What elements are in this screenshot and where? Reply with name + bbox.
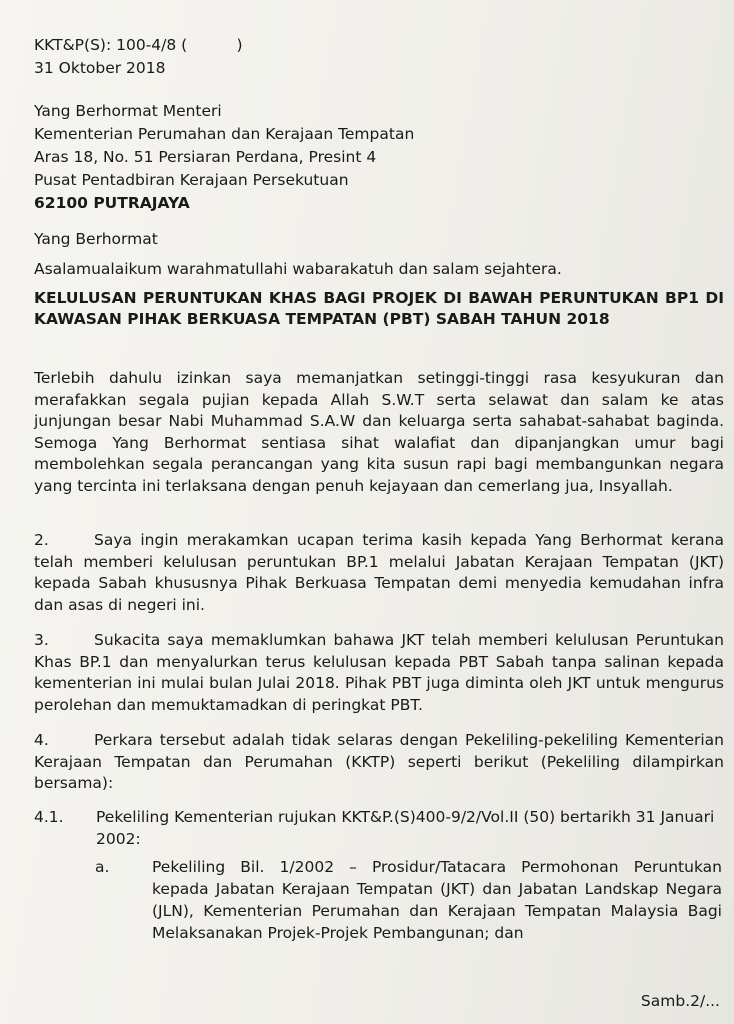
paragraph-text: Saya ingin merakamkan ucapan terima kasih kepada Yang Berhormat kerana telah memberi kelulusan peruntukan BP.1 melalui Jabatan Kerajaan Tempatan (JKT) kepada Sabah khususnya Pihak Berkuasa Tempatan demi menyedia kemudahan infra dan asas di negeri ini. [34,531,724,614]
recipient-address [34,100,724,215]
paragraph-number: 4. [34,731,49,749]
list-item-number: 4.1. [34,808,64,826]
paragraph-number: 2. [34,531,49,549]
paragraph-text: Perkara tersebut adalah tidak selaras dengan Pekeliling-pekeliling Kementerian Kerajaan Tempatan dan Perumahan (KKTP) seperti berikut (Pekeliling dilampirkan bersama): [34,731,724,792]
list-item-text: Pekeliling Bil. 1/2002 – Prosidur/Tatacara Permohonan Peruntukan kepada Jabatan Kerajaan Tempatan (JKT) dan Jabatan Landskap Negara (JLN), Kementerian Perumahan dan Kerajaan Tempatan Malaysia Bagi Melaksanakan Projek-Projek Pembangunan; dan [152,858,722,942]
address-line: Kementerian Perumahan dan Kerajaan Tempatan [34,125,415,143]
address-postcode-city: 62100 PUTRAJAYA [34,194,190,212]
paragraph-3 [34,630,724,716]
address-line: Pusat Pentadbiran Kerajaan Persekutuan [34,171,349,189]
list-item-text: Pekeliling Kementerian rujukan KKT&P.(S)400-9/2/Vol.II (50) bertarikh 31 Januari 2002: [96,808,715,848]
address-line: Yang Berhormat Menteri [34,102,222,120]
paragraph-1: Terlebih dahulu izinkan saya memanjatkan setinggi-tinggi rasa kesyukuran dan merafakkan segala pujian kepada Allah S.W.T serta selawat dan salam ke atas junjungan besar Nabi Muhammad S.A.W dan keluarga serta sahabat-sahabat baginda. Semoga Yang Berhormat sentiasa sihat walafiat dan dipanjangkan umur bagi membolehkan segala perancangan yang kita susun rapi bagi membangunkan negara yang tercinta ini terlaksana dengan penuh kejayaan dan cemerlang jua, Insyallah. [34,369,724,495]
reference-header [34,34,724,80]
letter-date: 31 Oktober 2018 [34,59,166,77]
reference-number: KKT&P(S): 100-4/8 ( ) [34,36,243,54]
paragraph-4 [34,730,724,795]
paragraph-number: 3. [34,631,49,649]
greeting: Asalamualaikum warahmatullahi wabarakatuh dan salam sejahtera. [34,260,562,278]
continuation-note: Samb.2/... [640,992,720,1010]
list-item-letter: a. [95,858,110,876]
salutation: Yang Berhormat [34,230,158,248]
letter-subject: KELULUSAN PERUNTUKAN KHAS BAGI PROJEK DI BAWAH PERUNTUKAN BP1 DI KAWASAN PIHAK BERKUASA TEMPATAN (PBT) SABAH TAHUN 2018 [34,289,724,328]
paragraph-2 [34,530,724,616]
paragraph-text: Sukacita saya memaklumkan bahawa JKT telah memberi kelulusan Peruntukan Khas BP.1 dan menyalurkan terus kelulusan kepada PBT Sabah tanpa salinan kepada kementerian ini mulai bulan Julai 2018. Pihak PBT juga diminta oleh JKT untuk mengurus perolehan dan memuktamadkan di peringkat PBT. [34,631,724,714]
address-line: Aras 18, No. 51 Persiaran Perdana, Presint 4 [34,148,377,166]
